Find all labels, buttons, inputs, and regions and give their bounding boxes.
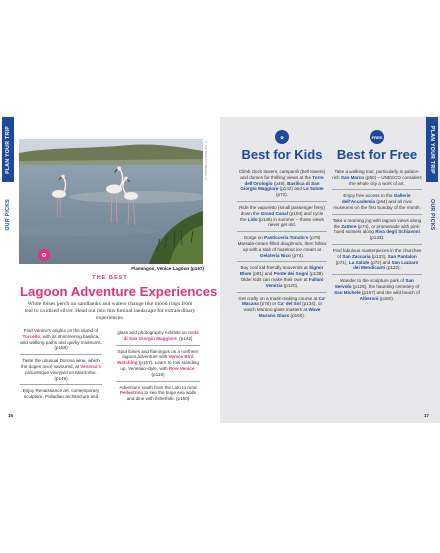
place-highlight: Grand Canal: [260, 210, 288, 216]
place-highlight: Torre dell'Orologio: [244, 174, 324, 186]
item-text: (p134), or watch Murano glass masters at: [243, 301, 322, 313]
list-item: [20, 385, 102, 403]
place-highlight: La Salute: [303, 186, 324, 192]
item-text: (p74), or promenade with pink-hued sunsets along: [334, 223, 421, 235]
list-item: [237, 293, 327, 322]
location-pin-icon: [38, 249, 50, 261]
place-highlight: Riva degli Schiavoni: [375, 229, 420, 235]
place-highlight: Ca' Macana: [241, 295, 326, 307]
list-item: [332, 166, 422, 190]
place-highlight: San Michele: [334, 289, 361, 295]
item-text: (p122).: [385, 265, 401, 271]
item-text: (p71),: [335, 259, 349, 265]
left-tab-subsection: OUR PICKS: [5, 198, 11, 231]
place-highlight: Lido: [247, 216, 258, 222]
item-text: (p49),: [272, 180, 288, 186]
list-item: [332, 275, 422, 304]
item-text: (p81) and: [251, 271, 274, 277]
item-text: to see the huge sea walls and dine with fisherfolk. (p150): [126, 390, 197, 402]
place-highlight: San Lazzaro dei Mendicanti: [353, 259, 419, 271]
item-text: glass and photography exhibits on: [117, 330, 189, 335]
place-highlight: San Zaccaria: [342, 253, 371, 259]
item-text: (p104) and cycle the: [240, 210, 324, 222]
place-highlight: Gelateria Nico: [259, 252, 291, 258]
place-highlight: Signor Blum: [239, 265, 324, 277]
item-text: Spot ibises and flamingos on a northern lagoon adventure with: [117, 348, 199, 360]
page-number-left: 16: [8, 413, 13, 418]
kids-badge-icon: [275, 130, 289, 144]
place-highlight: Pasticceria Tonolo's: [264, 235, 309, 241]
page-number-right: 17: [424, 413, 429, 418]
place-highlight: Venissa's: [80, 363, 101, 369]
item-text: (p142) and: [278, 186, 304, 192]
place-highlight: La Salute: [348, 259, 370, 265]
item-text: (p139). Older kids can make their own at: [240, 271, 325, 282]
item-text: Get crafty on a mask-making course at: [238, 295, 319, 301]
item-text: (p150).: [378, 295, 395, 301]
item-text: Ride the vaporetto (small passenger ferry) down the: [239, 204, 325, 216]
free-header: [331, 130, 423, 162]
item-text: Buy cool kid-friendly souvenirs at: [240, 265, 309, 271]
item-text: (p167). Learn to row standing up, Venetian-style, with: [120, 360, 199, 371]
item-text: (p64) and all civic museums on the first Sunday of the month.: [333, 199, 421, 210]
list-item: [116, 327, 200, 346]
list-item: [237, 262, 327, 292]
place-highlight: Row Venice: [168, 365, 195, 371]
place-highlight: Pellestrina: [119, 390, 144, 396]
photo-credit: © FOTO/GETTY IMAGES ©: [204, 140, 208, 182]
kids-title: Best for Kids: [241, 147, 323, 162]
list-item: [237, 232, 327, 262]
free-column: [332, 166, 422, 304]
item-text: (p133).: [369, 235, 385, 241]
item-text: , with its shimmering basilica, wild walking paths and quirky museums. (p158): [20, 333, 102, 351]
place-highlight: Gallerie dell'Accademia: [341, 193, 411, 205]
kids-badge-glyph: ✿: [280, 134, 284, 140]
photo-caption: Flamingos, Venice Lagoon (p167): [131, 266, 204, 271]
free-badge-label: FREE: [371, 134, 383, 140]
item-text: Enjoy Renaissance art, contemporary sculpture, Palladian architecture and: [22, 388, 100, 400]
left-tab-subsection-band: [2, 182, 14, 247]
item-text: (p133),: [370, 253, 388, 259]
item-text: Taste the unusual Dorona wine, which the doges once savoured, at: [20, 358, 100, 369]
list-item: [20, 325, 102, 355]
place-highlight: Torcello: [22, 333, 41, 339]
right-tab-section: PLAN YOUR TRIP: [429, 125, 435, 174]
list-item: [116, 382, 200, 405]
item-text: . (p142): [176, 335, 193, 341]
section-kicker: THE BEST: [92, 275, 128, 281]
right-tab-section-band: [426, 117, 438, 182]
item-text: (p120).: [282, 282, 299, 288]
kids-column: [237, 166, 327, 322]
list-item: [332, 215, 422, 245]
item-text: (p79) Marsala-cream-filled doughnuts, then follow up with a slab of hazelnut ice cream at: [237, 235, 327, 252]
left-column-a: [20, 325, 102, 403]
intro-paragraph: White ibises perch on sandbanks and waters change like mood rings from teal to oxidised silver. Head out into this liminal landscape for extraordinary experiences.: [24, 301, 196, 321]
list-item: [237, 202, 327, 232]
place-highlight: Isola di San Giorgio Maggiore: [123, 330, 199, 341]
item-text: Take a morning jog with lagoon views along the: [332, 217, 422, 229]
free-badge-icon: [370, 130, 384, 144]
list-item: [332, 245, 422, 275]
item-text: Climb clock towers, campanili (bell towers) and domes for thrilling views at the: [238, 169, 326, 180]
item-text: Find Venice's origins on the island of: [23, 328, 99, 333]
page-headline: Lagoon Adventure Experiences: [20, 284, 218, 299]
flamingo-photo: [19, 139, 203, 264]
right-side-tab: [426, 117, 438, 247]
place-highlight: Fallani Venezia: [265, 276, 324, 288]
place-highlight: Ca' del Sol: [277, 301, 301, 307]
item-text: (p72) and: [369, 259, 392, 265]
place-highlight: Alberoni: [359, 295, 379, 301]
place-highlight: Wave Murano Glass: [258, 307, 321, 318]
place-highlight: San Pantalon: [387, 253, 417, 259]
item-text: Enjoy free access to the: [343, 193, 394, 199]
item-text: Adventure south from the Lido to rural: [119, 384, 197, 390]
item-text: (p74).: [290, 252, 305, 258]
item-text: picturesque vineyard on Mazzorbo. (p149): [25, 369, 97, 381]
list-item: [116, 346, 200, 382]
item-text: Gorge on: [243, 235, 265, 241]
item-text: . (p119): [151, 365, 196, 377]
kids-header: [236, 130, 328, 162]
left-tab-section-band: [2, 117, 14, 182]
right-tab-subsection-band: [426, 182, 438, 247]
item-text: (p72).: [275, 192, 288, 198]
free-title: Best for Free: [336, 147, 418, 162]
place-highlight: San Servolo: [334, 278, 414, 289]
item-text: (p146) in summer – those views never get old.: [257, 216, 324, 228]
item-text: Take a walking tour, particularly in palace-rich: [332, 169, 420, 180]
list-item: [237, 166, 327, 202]
item-text: (p167) and the wild beach of: [360, 289, 420, 295]
list-item: [332, 190, 422, 214]
place-highlight: San Marco: [340, 174, 365, 180]
item-text: Find fabulous masterpieces in the churches of: [332, 247, 422, 259]
item-text: (p160).: [289, 312, 306, 318]
left-side-tab: [2, 117, 14, 247]
item-text: (p50) – UNESCO considers the whole city a work of art.: [349, 174, 422, 186]
place-highlight: Basilica di San Giorgio Maggiore: [240, 180, 320, 192]
item-text: Wander to the sculpture park of: [340, 278, 406, 284]
place-highlight: Zattere: [341, 223, 357, 229]
place-highlight: Ponte dei Sogni: [273, 271, 309, 277]
left-column-b: [116, 327, 200, 405]
place-highlight: Venice Bird Watching: [117, 354, 194, 366]
list-item: [20, 355, 102, 385]
item-text: (p126), the haunting cemetery of: [351, 283, 420, 289]
right-tab-subsection: OUR PICKS: [429, 198, 435, 231]
item-text: (p76) or: [258, 301, 278, 307]
left-tab-section: PLAN YOUR TRIP: [5, 125, 11, 174]
